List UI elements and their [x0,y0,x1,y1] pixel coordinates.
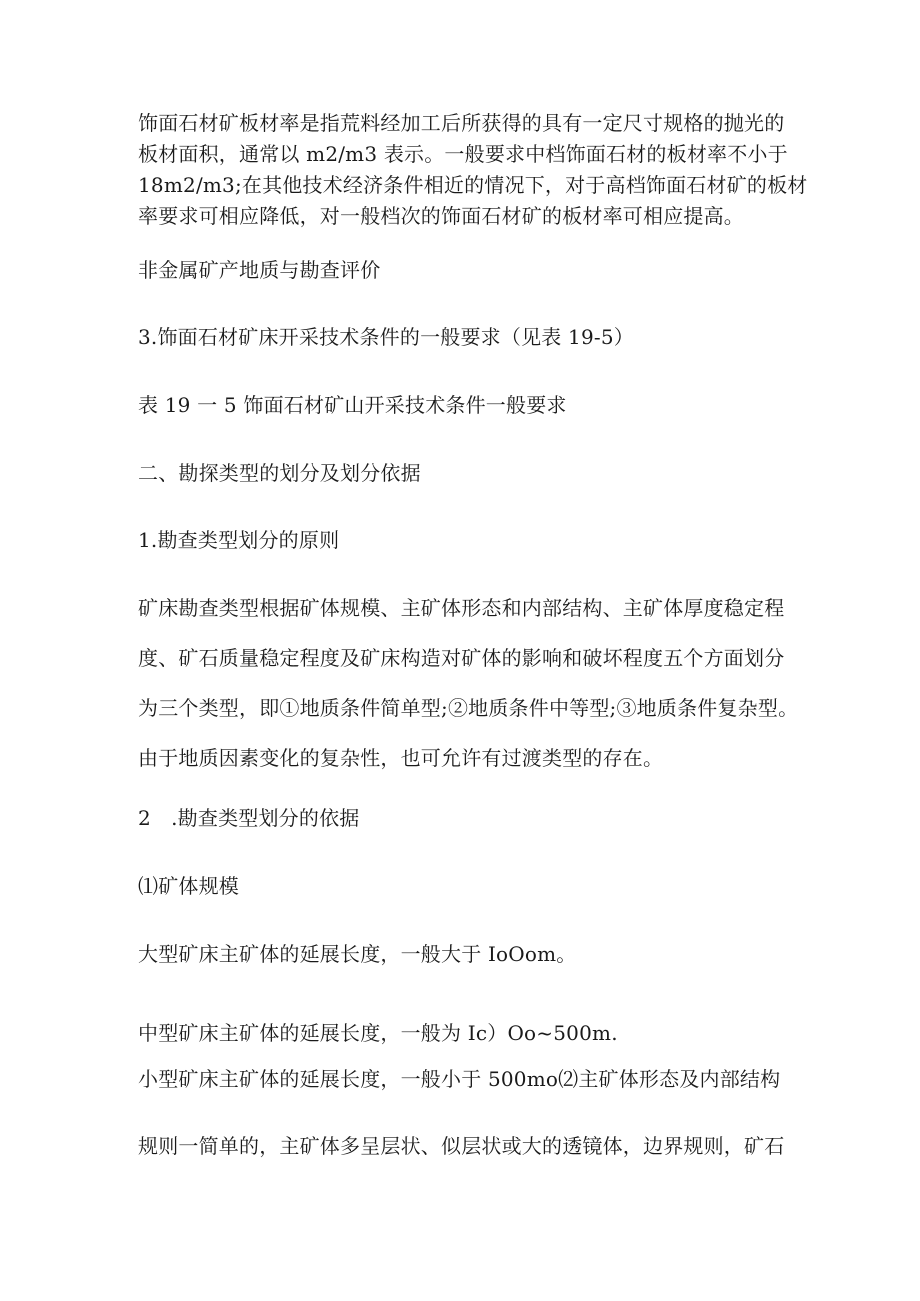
subheading-orebody-scale [138,873,798,899]
paragraph-regular-simple [138,1133,798,1159]
paragraph-slab-yield [138,108,808,232]
text-line: 由于地质因素变化的复杂性，也可允许有过渡类型的存在。 [138,746,664,770]
text-line: 矿床勘查类型根据矿体规模、主矿体形态和内部结构、主矿体厚度稳定程 [138,596,785,620]
text-line: 2 .勘查类型划分的依据 [138,806,360,830]
text-line: 板材面积，通常以 m2∕m3 表示。一般要求中档饰面石材的板材率不小于 [138,142,788,166]
text-line: 非金属矿产地质与勘查评价 [138,258,381,282]
text-line: 规则一简单的，主矿体多呈层状、似层状或大的透镜体，边界规则，矿石 [138,1134,785,1158]
text-line: 3.饰面石材矿床开采技术条件的一般要求（见表 19-5） [138,325,634,349]
section-heading-mining-conditions [138,324,798,350]
running-header-text [138,257,798,283]
text-line: 饰面石材矿板材率是指荒料经加工后所获得的具有一定尺寸规格的抛光的 [138,111,785,135]
subheading-basis [138,805,798,831]
paragraph-classification-principles [138,583,798,783]
text-line: 大型矿床主矿体的延展长度，一般大于 IoOom。 [138,942,577,966]
subheading-principles [138,527,798,553]
text-line: 为三个类型，即①地质条件简单型;②地质条件中等型;③地质条件复杂型。 [138,696,799,720]
text-line: 率要求可相应降低，对一般档次的饰面石材矿的板材率可相应提高。 [138,204,744,228]
text-line: 小型矿床主矿体的延展长度，一般小于 500mo⑵主矿体形态及内部结构 [138,1067,781,1091]
table-caption [138,392,798,418]
text-line: 表 19 一 5 饰面石材矿山开采技术条件一般要求 [138,393,567,417]
text-line: 18m2∕m3;在其他技术经济条件相近的情况下，对于高档饰面石材矿的板材 [138,173,808,197]
text-line: ⑴矿体规模 [138,874,239,898]
text-line: 1.勘查类型划分的原则 [138,528,340,552]
text-line: 二、勘探类型的划分及划分依据 [138,461,421,485]
text-line: 度、矿石质量稳定程度及矿床构造对矿体的影响和破坏程度五个方面划分 [138,646,785,670]
text-line: 中型矿床主矿体的延展长度，一般为 Ic）Oo~500m. [138,1021,618,1045]
paragraph-large-deposit [138,941,798,967]
section-heading-exploration-types [138,460,798,486]
paragraph-small-deposit [138,1066,798,1092]
paragraph-medium-deposit [138,1020,798,1046]
